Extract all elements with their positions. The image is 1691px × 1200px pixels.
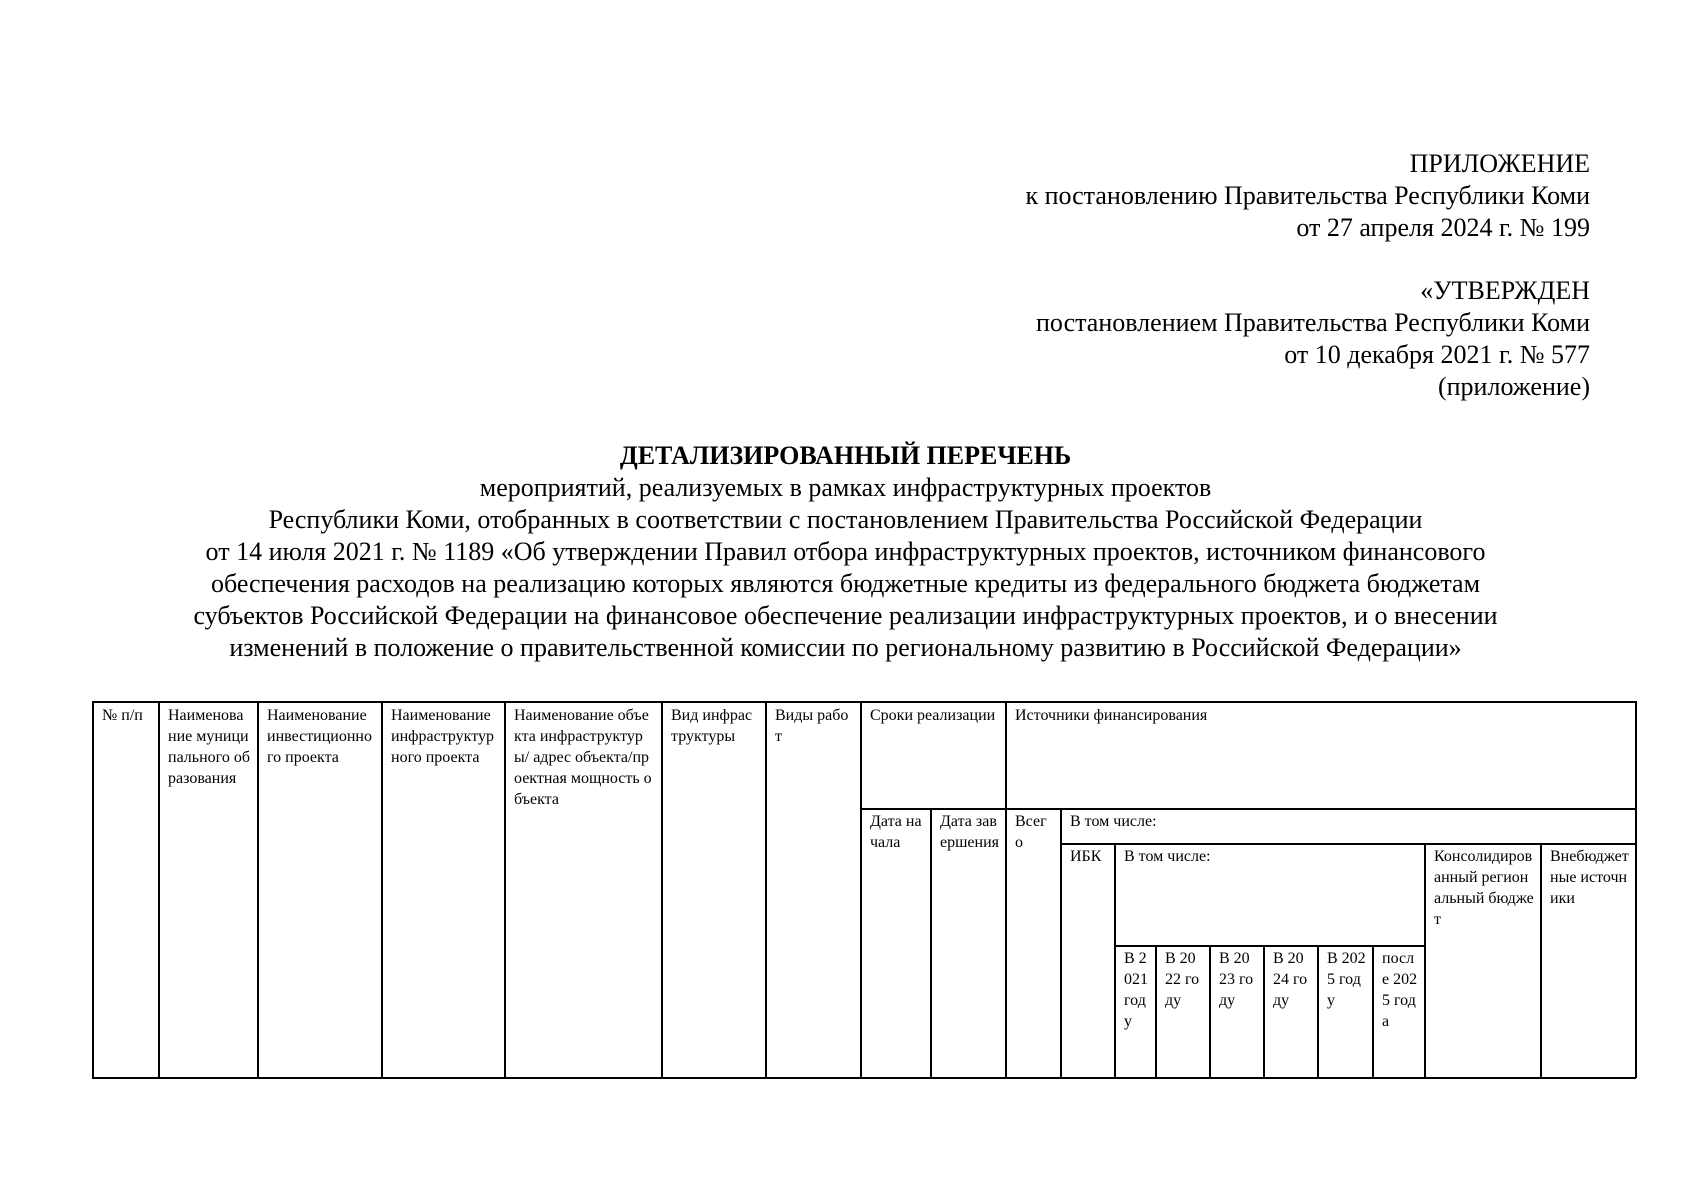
table-border-bottom <box>92 1077 1636 1079</box>
grid-line <box>504 701 506 1078</box>
grid-line <box>1114 843 1116 1078</box>
header-work-types: Виды работ <box>775 707 849 745</box>
grid-line <box>930 808 932 1078</box>
header-end-date: Дата завершения <box>940 813 1000 851</box>
header-num: № п/п <box>102 707 143 724</box>
appendix-block <box>1025 148 1590 244</box>
header-total: Всего <box>1015 813 1047 851</box>
header-year-2021: В 2021 году <box>1124 950 1148 1030</box>
heading-line: изменений в положение о правительственной комиссии по региональному развитию в Российской Федерации» <box>229 633 1462 662</box>
grid-line <box>158 701 160 1078</box>
grid-line <box>1263 945 1265 1078</box>
grid-line <box>1372 945 1374 1078</box>
heading-line: от 14 июля 2021 г. № 1189 «Об утверждении Правил отбора инфраструктурных проектов, источником финансового <box>205 537 1486 566</box>
grid-line <box>1540 843 1542 1078</box>
grid-line <box>1060 808 1062 1078</box>
header-year-after-2025: после 2025 года <box>1382 950 1418 1030</box>
heading-line: обеспечения расходов на реализацию которых являются бюджетные кредиты из федерального бюджета бюджетам <box>210 569 1481 598</box>
approved-by-resolution: постановлением Правительства Республики Коми <box>1036 308 1590 337</box>
table-border-right <box>1635 701 1637 1078</box>
grid-line <box>1060 843 1636 845</box>
heading-line: Республики Коми, отобранных в соответствии с постановлением Правительства Российской Федерации <box>268 505 1423 534</box>
table-border-left <box>92 701 94 1078</box>
appendix-to-resolution: к постановлению Правительства Республики Коми <box>1025 181 1590 210</box>
approved-title: «УТВЕРЖДЕН <box>1420 276 1590 305</box>
header-including: В том числе: <box>1070 813 1157 830</box>
header-ibk: ИБК <box>1070 848 1102 865</box>
grid-line <box>381 701 383 1078</box>
grid-line <box>1424 843 1426 1078</box>
grid-line <box>1005 701 1007 1078</box>
header-year-2023: В 2023 году <box>1219 950 1254 1009</box>
grid-line <box>1209 945 1211 1078</box>
header-investment-project: Наименование инвестиционного проекта <box>267 707 372 766</box>
header-year-2022: В 2022 году <box>1165 950 1200 1009</box>
header-extrabudget: Внебюджетные источники <box>1550 848 1629 907</box>
header-regional-budget: Консолидированный региональный бюджет <box>1434 848 1534 928</box>
approved-date-number: от 10 декабря 2021 г. № 577 <box>1284 340 1590 369</box>
document-title: ДЕТАЛИЗИРОВАННЫЙ ПЕРЕЧЕНЬ <box>619 441 1072 470</box>
grid-line <box>1155 945 1157 1078</box>
header-including-ibk: В том числе: <box>1124 848 1211 865</box>
heading-line: субъектов Российской Федерации на финансовое обеспечение реализации инфраструктурных проектов, и о внесении <box>193 601 1498 630</box>
header-municipality: Наименование муниципального образования <box>168 707 250 787</box>
header-funding-sources: Источники финансирования <box>1015 707 1208 724</box>
grid-line <box>1114 945 1424 947</box>
table-border-top <box>92 701 1636 703</box>
header-terms: Сроки реализации <box>870 707 996 724</box>
grid-line <box>765 701 767 1078</box>
appendix-date-number: от 27 апреля 2024 г. № 199 <box>1296 213 1590 242</box>
header-start-date: Дата начала <box>870 813 922 851</box>
grid-line <box>1317 945 1319 1078</box>
header-year-2025: В 2025 году <box>1327 950 1366 1009</box>
heading-line: мероприятий, реализуемых в рамках инфраструктурных проектов <box>479 473 1212 502</box>
header-year-2024: В 2024 году <box>1273 950 1308 1009</box>
header-object: Наименование объекта инфраструктуры/ адрес объекта/проектная мощность объекта <box>514 707 652 808</box>
grid-line <box>860 701 862 1078</box>
approved-appendix-note: (приложение) <box>1437 372 1590 401</box>
grid-line <box>257 701 259 1078</box>
appendix-title: ПРИЛОЖЕНИЕ <box>1409 149 1590 178</box>
grid-line <box>860 808 1636 810</box>
header-infrastructure-project: Наименование инфраструктурного проекта <box>391 707 495 766</box>
approved-block <box>1036 275 1590 403</box>
grid-line <box>661 701 663 1078</box>
header-infra-type: Вид инфраструктуры <box>671 707 753 745</box>
document-heading <box>0 440 1691 664</box>
